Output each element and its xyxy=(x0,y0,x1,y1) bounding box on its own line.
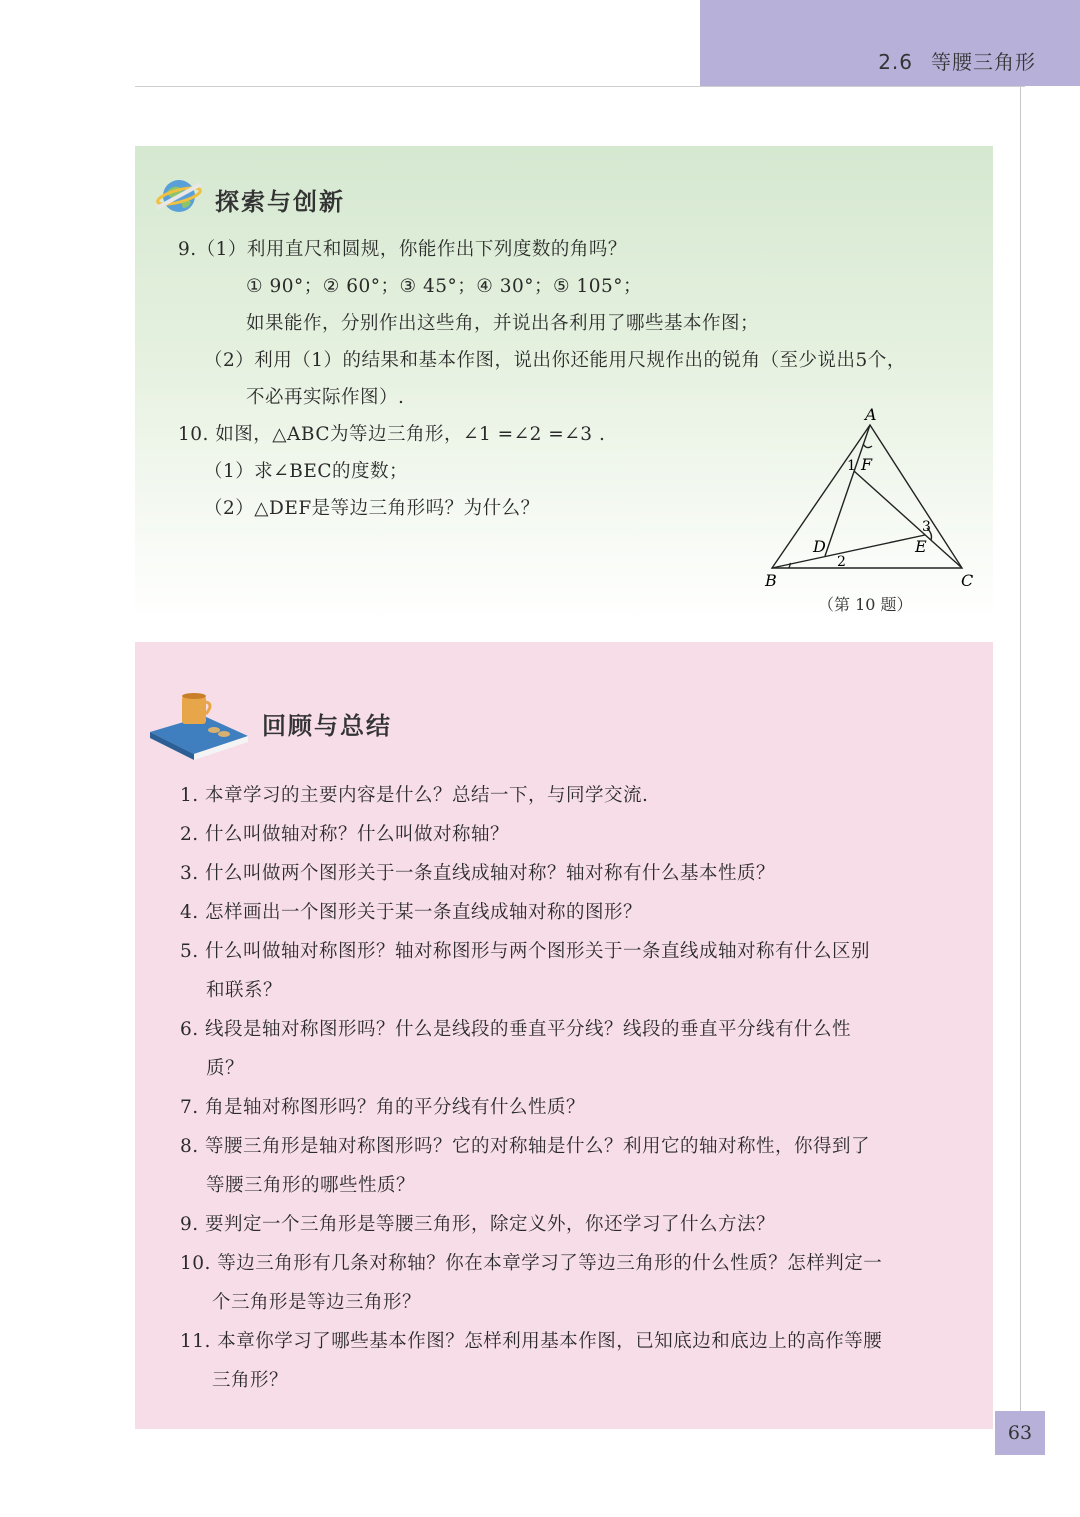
label-angle-3: 3 xyxy=(922,519,931,535)
review-line-6b: 质？ xyxy=(206,1058,245,1079)
review-line-10b: 个三角形是等边三角形？ xyxy=(212,1292,422,1313)
triangle-abc xyxy=(772,425,962,568)
label-d: D xyxy=(813,537,826,556)
problem-10-line-1: 10. 如图，△ABC为等边三角形，∠1 =∠2 =∠3 . xyxy=(178,424,606,445)
problem-9-line-4: （2）利用（1）的结果和基本作图，说出你还能用尺规作出的锐角（至少说出5个， xyxy=(204,350,906,371)
review-line-10: 10. 等边三角形有几条对称轴？你在本章学习了等边三角形的什么性质？怎样判定一 xyxy=(180,1253,883,1274)
review-line-5: 5. 什么叫做轴对称图形？轴对称图形与两个图形关于一条直线成轴对称有什么区别 xyxy=(180,941,871,962)
label-e: E xyxy=(915,537,927,556)
review-line-7: 7. 角是轴对称图形吗？角的平分线有什么性质？ xyxy=(180,1097,586,1118)
label-angle-2: 2 xyxy=(837,554,846,570)
problem-9-line-2: ① 90°；② 60°；③ 45°；④ 30°；⑤ 105°； xyxy=(246,276,643,297)
label-b: B xyxy=(765,571,777,590)
label-f: F xyxy=(861,455,873,474)
label-angle-1: 1 xyxy=(847,458,856,474)
review-line-9: 9. 要判定一个三角形是等腰三角形，除定义外，你还学习了什么方法？ xyxy=(180,1214,776,1235)
globe-pencil-icon xyxy=(155,174,209,216)
explore-title: 探索与创新 xyxy=(215,187,345,216)
angle-1-arc xyxy=(863,444,872,448)
problem-9-line-3: 如果能作，分别作出这些角，并说出各利用了哪些基本作图； xyxy=(246,313,760,334)
review-line-4: 4. 怎样画出一个图形关于某一条直线成轴对称的图形？ xyxy=(180,902,643,923)
review-line-5b: 和联系？ xyxy=(206,980,283,1001)
problem-10-line-2: （1）求∠BEC的度数； xyxy=(204,461,409,482)
header-rule xyxy=(135,86,1025,87)
problem-9-line-1: 9.（1）利用直尺和圆规，你能作出下列度数的角吗？ xyxy=(178,239,627,260)
review-title: 回顾与总结 xyxy=(262,712,392,740)
section-name: 等腰三角形 xyxy=(931,50,1036,74)
problem-9-line-5: 不必再实际作图）. xyxy=(246,387,405,408)
review-line-1: 1. 本章学习的主要内容是什么？总结一下，与同学交流. xyxy=(180,785,649,806)
problem-10-line-3: （2）△DEF是等边三角形吗？为什么？ xyxy=(204,498,540,519)
book-cup-icon xyxy=(148,688,252,760)
triangle-figure xyxy=(755,400,985,595)
label-c: C xyxy=(961,571,974,590)
page-number: 63 xyxy=(995,1411,1045,1455)
label-a: A xyxy=(865,405,877,424)
review-line-2: 2. 什么叫做轴对称？什么叫做对称轴？ xyxy=(180,824,510,845)
review-line-11: 11. 本章你学习了哪些基本作图？怎样利用基本作图，已知底边和底边上的高作等腰 xyxy=(180,1331,883,1352)
section-title xyxy=(878,46,1036,75)
review-line-8b: 等腰三角形的哪些性质？ xyxy=(206,1175,416,1196)
section-header-tab xyxy=(700,0,1080,86)
segment-be xyxy=(772,535,925,568)
figure-caption: （第 10 题） xyxy=(818,595,913,614)
margin-rule xyxy=(1020,86,1021,1411)
review-line-8: 8. 等腰三角形是轴对称图形吗？它的对称轴是什么？利用它的轴对称性，你得到了 xyxy=(180,1136,871,1157)
segment-cf xyxy=(854,471,962,568)
review-line-3: 3. 什么叫做两个图形关于一条直线成轴对称？轴对称有什么基本性质？ xyxy=(180,863,776,884)
review-line-11b: 三角形？ xyxy=(212,1370,289,1391)
section-number: 2.6 xyxy=(878,50,913,74)
review-line-6: 6. 线段是轴对称图形吗？什么是线段的垂直平分线？线段的垂直平分线有什么性 xyxy=(180,1019,852,1040)
